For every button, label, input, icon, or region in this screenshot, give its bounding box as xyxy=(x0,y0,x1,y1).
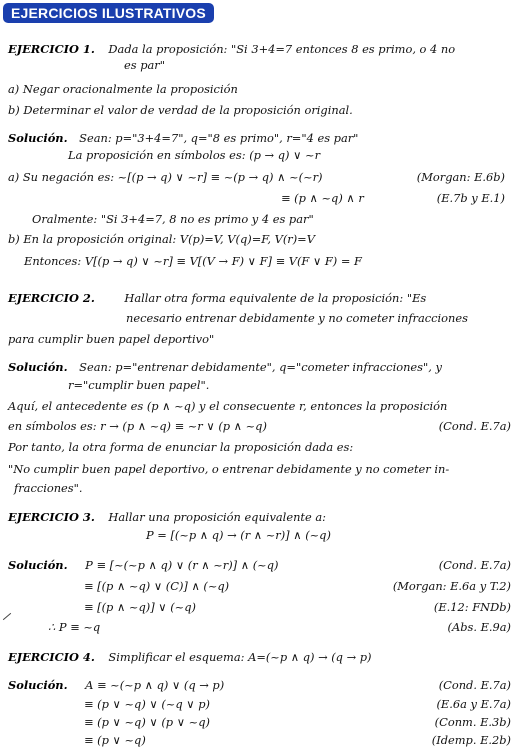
ej2-sol-vars: Sean: p="entrenar debidamente", q="cometer infracciones", y xyxy=(79,360,442,374)
ej4-label: EJERCICIO 4. xyxy=(8,650,95,664)
ej1-heading xyxy=(8,42,455,58)
ej3-solution xyxy=(8,558,278,574)
ej1-sol-symbols: La proposición en símbolos es: (p → q) ∨ ~r xyxy=(68,148,321,162)
ej2-prompt-cont: necesario entrenar debidamente y no cometer infracciones xyxy=(126,311,468,325)
ej1-solution-label: Solución. xyxy=(8,131,68,145)
ej4-prompt: Simplificar el esquema: A=(~p ∧ q) → (q → p) xyxy=(108,650,372,664)
ej4-step-3: ≡ (p ∨ ~q) ∨ (p ∨ ~q) xyxy=(84,715,210,729)
ej1-prompt-cont: es par" xyxy=(124,58,165,72)
ej2-symbols: en símbolos es: r → (p ∧ ~q) ≡ ~r ∨ (p ∧ ~q) xyxy=(8,419,267,433)
ej2-prompt: Hallar otra forma equivalente de la proposición: "Es xyxy=(124,291,427,305)
ej2-label: EJERCICIO 2. xyxy=(8,291,95,305)
ej1-negation-step-ref: (E.7b y E.1) xyxy=(436,191,505,205)
ej4-step-2-ref: (E.6a y E.7a) xyxy=(436,697,511,711)
ej1-negation: a) Su negación es: ~[(p → q) ∨ ~r] ≡ ~(p → q) ∧ ~(~r) xyxy=(8,170,323,184)
ej3-step-1: P ≡ [~(~p ∧ q) ∨ (r ∧ ~r)] ∧ (~q) xyxy=(85,558,279,572)
ej3-step-2: ≡ [(p ∧ ~q) ∨ (C)] ∧ (~q) xyxy=(84,579,230,593)
ej2-antecedent: Aquí, el antecedente es (p ∧ ~q) y el consecuente r, entonces la proposición xyxy=(8,399,448,413)
ej3-prompt: Hallar una proposición equivalente a: xyxy=(108,510,326,524)
stray-pen-mark xyxy=(3,613,11,620)
section-banner: EJERCICIOS ILUSTRATIVOS xyxy=(3,3,214,23)
ej2-sol-vars-cont: r="cumplir buen papel". xyxy=(68,378,210,392)
ej3-step-4-ref: (Abs. E.9a) xyxy=(447,620,511,634)
ej2-heading xyxy=(8,291,426,307)
ej2-quote-end: fracciones". xyxy=(14,481,83,495)
ej4-step-4-ref: (Idemp. E.2b) xyxy=(431,733,511,747)
ej1-part-b: b) Determinar el valor de verdad de la proposición original. xyxy=(8,103,353,117)
ej1-original: b) En la proposición original: V(p)=V, V(q)=F, V(r)=V xyxy=(8,232,315,246)
ej3-step-4: ∴ P ≡ ~q xyxy=(48,620,101,634)
ej4-step-1-ref: (Cond. E.7a) xyxy=(438,678,511,692)
ej4-solution xyxy=(8,678,224,694)
ej4-step-1: A ≡ ~(~p ∧ q) ∨ (q → p) xyxy=(85,678,225,692)
ej3-solution-label: Solución. xyxy=(8,558,68,572)
ej3-step-3-ref: (E.12: FNDb) xyxy=(433,600,511,614)
ej3-label: EJERCICIO 3. xyxy=(8,510,95,524)
ej2-symbols-ref: (Cond. E.7a) xyxy=(438,419,511,433)
ej4-step-3-ref: (Conm. E.3b) xyxy=(434,715,511,729)
ej2-solution xyxy=(8,360,442,376)
ej1-negation-ref: (Morgan: E.6b) xyxy=(416,170,505,184)
ej1-prompt: Dada la proposición: "Si 3+4=7 entonces 8 es primo, o 4 no xyxy=(108,42,456,56)
ej1-label: EJERCICIO 1. xyxy=(8,42,95,56)
ej1-oral: Oralmente: "Si 3+4=7, 8 no es primo y 4 es par" xyxy=(32,212,314,226)
ej2-prompt-end: para cumplir buen papel deportivo" xyxy=(8,332,215,346)
ej1-solution xyxy=(8,131,358,147)
ej4-step-4: ≡ (p ∨ ~q) xyxy=(84,733,146,747)
ej2-solution-label: Solución. xyxy=(8,360,68,374)
ej1-part-a: a) Negar oracionalmente la proposición xyxy=(8,82,238,96)
ej1-negation-step: ≡ (p ∧ ~q) ∧ r xyxy=(281,191,364,205)
ej3-step-1-ref: (Cond. E.7a) xyxy=(438,558,511,572)
ej3-formula: P = [(~p ∧ q) → (r ∧ ~r)] ∧ (~q) xyxy=(146,528,331,542)
ej3-heading xyxy=(8,510,326,526)
ej4-solution-label: Solución. xyxy=(8,678,68,692)
ej2-therefore: Por tanto, la otra forma de enunciar la proposición dada es: xyxy=(8,440,354,454)
ej4-step-2: ≡ (p ∨ ~q) ∨ (~q ∨ p) xyxy=(84,697,210,711)
ej1-valuation: Entonces: V[(p → q) ∨ ~r] ≡ V[(V → F) ∨ F] ≡ V(F ∨ F) = F xyxy=(24,254,362,268)
ej3-step-2-ref: (Morgan: E.6a y T.2) xyxy=(392,579,511,593)
ej3-step-3: ≡ [(p ∧ ~q)] ∨ (~q) xyxy=(84,600,196,614)
ej2-quote: "No cumplir buen papel deportivo, o entrenar debidamente y no cometer in- xyxy=(8,462,450,476)
ej4-heading xyxy=(8,650,372,666)
ej1-sol-vars: Sean: p="3+4=7", q="8 es primo", r="4 es par" xyxy=(79,131,359,145)
